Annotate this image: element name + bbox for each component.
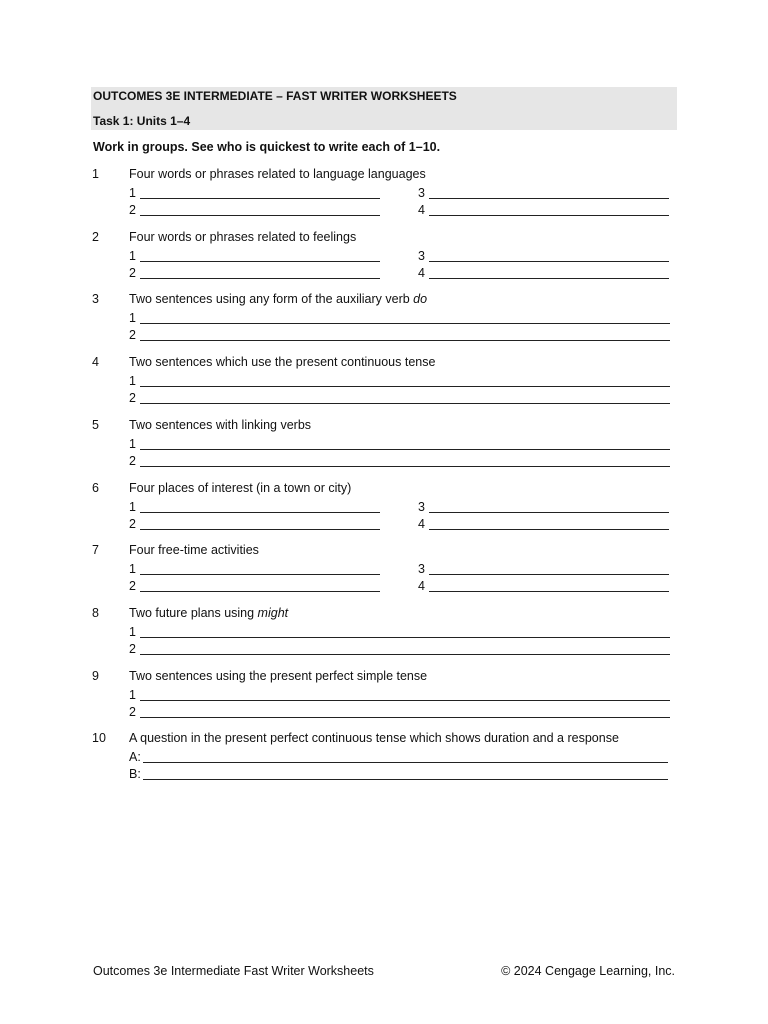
answer-row-1 (129, 311, 670, 325)
answer-row-1 (129, 374, 670, 388)
answer-blank[interactable] (140, 278, 380, 279)
answer-blank[interactable] (429, 261, 669, 262)
answer-row-4 (418, 517, 669, 531)
answer-blank[interactable] (140, 529, 380, 530)
answer-row-1 (129, 688, 670, 702)
answer-row-1 (129, 562, 380, 576)
answer-row-1 (129, 249, 380, 263)
answer-blank[interactable] (143, 779, 668, 780)
answer-blank[interactable] (140, 466, 670, 467)
item-prompt (129, 292, 427, 306)
prompt-emphasis: might (257, 606, 289, 620)
footer-left: Outcomes 3e Intermediate Fast Writer Worksheets (93, 964, 374, 978)
answer-label: 2 (129, 705, 136, 719)
answer-blank[interactable] (140, 512, 380, 513)
item-number: 9 (92, 669, 99, 683)
item-prompt (129, 606, 288, 620)
answer-blank[interactable] (429, 529, 669, 530)
item-number: 6 (92, 481, 99, 495)
answer-row-3 (418, 186, 669, 200)
answer-blank[interactable] (140, 198, 380, 199)
answer-blank[interactable] (140, 591, 380, 592)
prompt-text: Two sentences using any form of the auxiliary verb (129, 292, 414, 306)
answer-row-4 (418, 266, 669, 280)
answer-label: 1 (129, 625, 136, 639)
answer-row-2 (129, 517, 380, 531)
answer-label: 1 (129, 500, 136, 514)
answer-label: 4 (418, 579, 425, 593)
answer-blank[interactable] (140, 717, 670, 718)
answer-row-3 (418, 500, 669, 514)
answer-row-4 (418, 579, 669, 593)
worksheet-title: OUTCOMES 3E INTERMEDIATE – FAST WRITER WORKSHEETS (93, 89, 457, 103)
answer-label: 1 (129, 688, 136, 702)
answer-blank[interactable] (429, 278, 669, 279)
answer-row-2 (129, 579, 380, 593)
answer-blank[interactable] (429, 512, 669, 513)
answer-blank[interactable] (140, 637, 670, 638)
prompt-text: Two future plans using (129, 606, 258, 620)
answer-label: 3 (418, 500, 425, 514)
item-prompt: Four words or phrases related to language languages (129, 167, 426, 181)
answer-label: 4 (418, 203, 425, 217)
answer-row-1 (129, 500, 380, 514)
answer-blank[interactable] (140, 386, 670, 387)
answer-label: A: (129, 750, 141, 764)
answer-blank[interactable] (143, 762, 668, 763)
footer-right: © 2024 Cengage Learning, Inc. (501, 964, 675, 978)
answer-label: 1 (129, 186, 136, 200)
answer-label: 2 (129, 391, 136, 405)
item-prompt: Four places of interest (in a town or city) (129, 481, 352, 495)
answer-label: 4 (418, 517, 425, 531)
answer-row-2 (129, 705, 670, 719)
answer-blank[interactable] (140, 654, 670, 655)
item-prompt: Two sentences which use the present continuous tense (129, 355, 436, 369)
answer-label: 3 (418, 249, 425, 263)
answer-blank[interactable] (140, 323, 670, 324)
answer-label: 1 (129, 562, 136, 576)
answer-label: 1 (129, 249, 136, 263)
answer-blank[interactable] (140, 215, 380, 216)
answer-row-3 (418, 562, 669, 576)
answer-label: 2 (129, 328, 136, 342)
item-number: 3 (92, 292, 99, 306)
answer-blank[interactable] (140, 340, 670, 341)
answer-label: 2 (129, 579, 136, 593)
answer-row-a (129, 750, 668, 764)
answer-label: 2 (129, 266, 136, 280)
answer-row-2 (129, 454, 670, 468)
answer-label: 1 (129, 311, 136, 325)
item-number: 8 (92, 606, 99, 620)
answer-label: B: (129, 767, 141, 781)
answer-row-2 (129, 266, 380, 280)
answer-label: 3 (418, 562, 425, 576)
answer-blank[interactable] (429, 591, 669, 592)
item-prompt: A question in the present perfect continuous tense which shows duration and a response (129, 731, 619, 745)
prompt-emphasis: do (413, 292, 428, 306)
answer-label: 3 (418, 186, 425, 200)
answer-label: 1 (129, 374, 136, 388)
item-number: 2 (92, 230, 99, 244)
answer-label: 2 (129, 454, 136, 468)
answer-blank[interactable] (140, 403, 670, 404)
task-title: Task 1: Units 1–4 (93, 114, 191, 128)
answer-blank[interactable] (140, 261, 380, 262)
answer-blank[interactable] (429, 574, 669, 575)
item-number: 5 (92, 418, 99, 432)
item-number: 1 (92, 167, 99, 181)
item-prompt: Four words or phrases related to feelings (129, 230, 357, 244)
instruction: Work in groups. See who is quickest to write each of 1–10. (93, 140, 441, 154)
answer-row-b (129, 767, 668, 781)
answer-row-1 (129, 437, 670, 451)
answer-label: 2 (129, 203, 136, 217)
answer-row-1 (129, 625, 670, 639)
item-prompt: Four free-time activities (129, 543, 259, 557)
answer-label: 1 (129, 437, 136, 451)
answer-label: 2 (129, 642, 136, 656)
answer-label: 4 (418, 266, 425, 280)
item-prompt: Two sentences using the present perfect simple tense (129, 669, 428, 683)
answer-row-3 (418, 249, 669, 263)
answer-label: 2 (129, 517, 136, 531)
answer-blank[interactable] (140, 449, 670, 450)
answer-row-1 (129, 186, 380, 200)
answer-blank[interactable] (140, 574, 380, 575)
answer-row-2 (129, 328, 670, 342)
answer-row-2 (129, 391, 670, 405)
answer-row-2 (129, 642, 670, 656)
answer-blank[interactable] (140, 700, 670, 701)
item-number: 4 (92, 355, 99, 369)
answer-blank[interactable] (429, 198, 669, 199)
item-prompt: Two sentences with linking verbs (129, 418, 312, 432)
item-number: 10 (92, 731, 106, 745)
answer-row-2 (129, 203, 380, 217)
answer-blank[interactable] (429, 215, 669, 216)
item-number: 7 (92, 543, 99, 557)
answer-row-4 (418, 203, 669, 217)
